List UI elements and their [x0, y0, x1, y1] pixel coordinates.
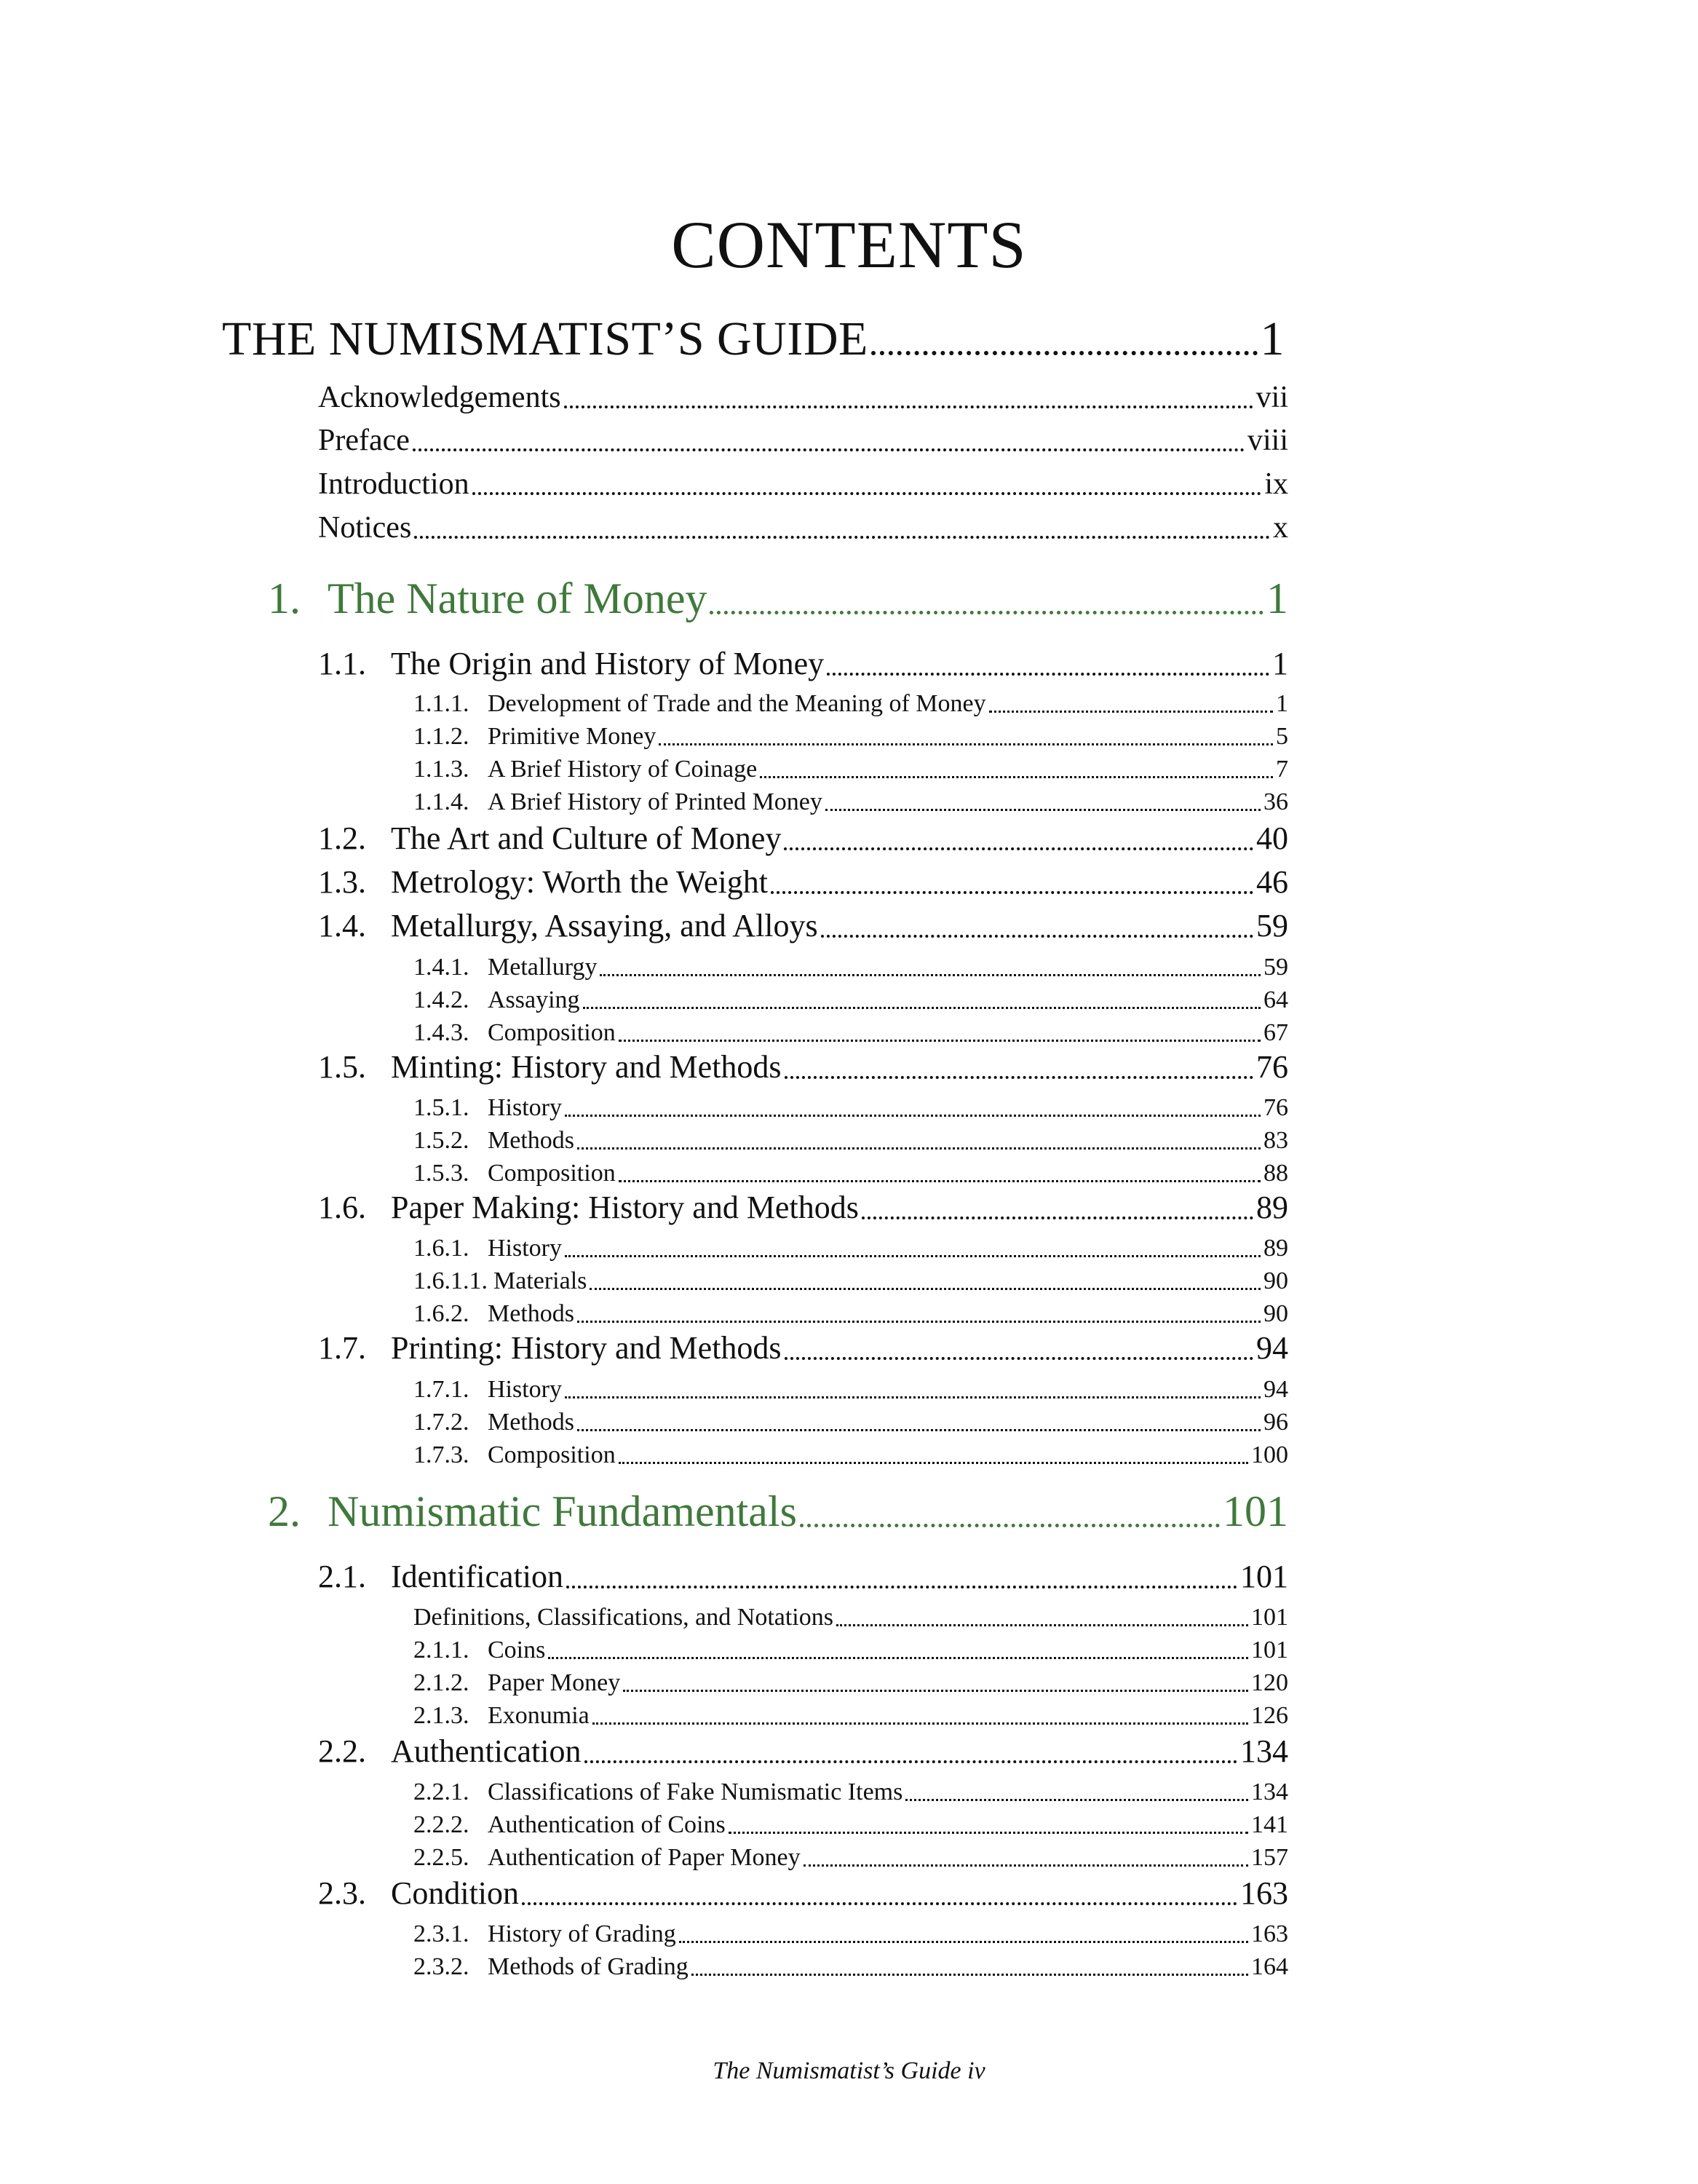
- entry-number: 2.2.2.: [413, 1811, 469, 1838]
- entry-page-number: 89: [1263, 1235, 1288, 1262]
- entry-number: 1.1.1.: [413, 690, 469, 717]
- dot-leader: [784, 820, 1253, 857]
- entry-number: 1.2.: [318, 820, 366, 856]
- toc-subsection-entry[interactable]: [413, 1441, 1288, 1469]
- entry-title: Identification: [391, 1559, 564, 1594]
- toc-subsection-entry[interactable]: [413, 1160, 1288, 1187]
- entry-title: Introduction: [318, 467, 469, 501]
- entry-number: 1.5.3.: [413, 1160, 469, 1187]
- dot-leader: [821, 907, 1253, 944]
- page-heading: CONTENTS: [671, 207, 1027, 282]
- entry-title: Preface: [318, 424, 410, 457]
- entry-number: 2.2.: [318, 1733, 366, 1769]
- entry-page-number: 163: [1240, 1875, 1288, 1911]
- dot-leader: [760, 756, 1273, 783]
- toc-section-entry[interactable]: [318, 863, 1288, 901]
- dot-leader: [804, 1844, 1248, 1872]
- entry-title: A Brief History of Coinage: [488, 756, 758, 783]
- entry-title: Materials: [493, 1267, 587, 1294]
- dot-leader: [989, 690, 1273, 718]
- toc-subsection-entry[interactable]: [413, 1702, 1288, 1730]
- toc-book-title[interactable]: [222, 312, 1285, 367]
- toc-section-entry[interactable]: [318, 1875, 1288, 1912]
- entry-number: 2.1.1.: [413, 1637, 469, 1663]
- entry-number: 1.: [268, 574, 301, 622]
- entry-page-number: x: [1273, 511, 1288, 545]
- dot-leader: [590, 1267, 1261, 1295]
- entry-title: Metallurgy, Assaying, and Alloys: [391, 908, 818, 943]
- entry-title: The Nature of Money: [328, 574, 707, 622]
- toc-subsection-entry[interactable]: [413, 1267, 1288, 1295]
- toc-section-entry[interactable]: [318, 645, 1288, 682]
- dot-leader: [566, 1558, 1237, 1595]
- entry-number: 2.1.2.: [413, 1669, 469, 1696]
- entry-number: 1.5.2.: [413, 1127, 469, 1154]
- entry-number: 2.2.1.: [413, 1779, 469, 1805]
- entry-page-number: 126: [1251, 1702, 1288, 1729]
- dot-leader: [771, 863, 1253, 901]
- entry-title: Paper Making: History and Methods: [391, 1190, 859, 1225]
- dot-leader: [577, 1300, 1261, 1328]
- entry-number: 1.7.: [318, 1330, 366, 1366]
- entry-number: 2.3.1.: [413, 1920, 469, 1947]
- entry-title: A Brief History of Printed Money: [488, 788, 822, 815]
- entry-page-number: 101: [1223, 1487, 1288, 1535]
- dot-leader: [825, 788, 1261, 816]
- entry-page-number: 5: [1276, 723, 1288, 750]
- dot-leader: [836, 1604, 1248, 1631]
- entry-title: History of Grading: [488, 1920, 676, 1947]
- dot-leader: [565, 1094, 1261, 1122]
- toc-subsection-entry[interactable]: [413, 1844, 1288, 1872]
- entry-title: Paper Money: [488, 1669, 621, 1696]
- entry-number: 1.1.3.: [413, 756, 469, 783]
- entry-title: Authentication of Paper Money: [488, 1844, 801, 1871]
- toc-subsection-entry[interactable]: [413, 1604, 1288, 1631]
- entry-number: 1.5.: [318, 1049, 366, 1085]
- entry-page-number: 94: [1256, 1330, 1288, 1366]
- entry-title: The Origin and History of Money: [391, 646, 825, 681]
- entry-page-number: 76: [1256, 1049, 1288, 1085]
- entry-page-number: 7: [1276, 756, 1288, 783]
- toc-front-matter-entry[interactable]: [318, 380, 1288, 415]
- entry-page-number: 1: [1260, 312, 1285, 365]
- entry-title: Exonumia: [488, 1702, 590, 1729]
- dot-leader: [413, 423, 1245, 458]
- toc-subsection-entry[interactable]: [413, 1376, 1288, 1404]
- dot-leader: [862, 1189, 1253, 1226]
- dot-leader: [584, 1733, 1238, 1770]
- toc-section-entry[interactable]: [318, 1733, 1288, 1770]
- entry-number: 2.2.5.: [413, 1844, 469, 1871]
- toc-subsection-entry[interactable]: [413, 1779, 1288, 1806]
- dot-leader: [600, 954, 1261, 981]
- entry-title: Definitions, Classifications, and Notations: [413, 1604, 833, 1631]
- entry-page-number: 89: [1256, 1190, 1288, 1225]
- dot-leader: [577, 1409, 1261, 1436]
- entry-title: Authentication of Coins: [488, 1811, 726, 1838]
- entry-page-number: vii: [1255, 381, 1288, 414]
- entry-page-number: 59: [1256, 908, 1288, 943]
- toc-subsection-entry[interactable]: [413, 723, 1288, 751]
- entry-page-number: 100: [1251, 1441, 1288, 1468]
- entry-number: 2.3.: [318, 1875, 366, 1911]
- entry-title: History: [488, 1376, 562, 1403]
- dot-leader: [785, 1329, 1253, 1366]
- entry-number: 2.: [268, 1487, 301, 1535]
- entry-page-number: 88: [1263, 1160, 1288, 1187]
- toc-front-matter-entry[interactable]: [318, 423, 1288, 458]
- entry-page-number: ix: [1264, 467, 1288, 501]
- entry-number: 1.4.: [318, 908, 366, 943]
- toc-subsection-entry[interactable]: [413, 1127, 1288, 1155]
- entry-number: 2.1.: [318, 1559, 366, 1594]
- dot-leader: [522, 1875, 1237, 1912]
- dot-leader: [729, 1811, 1248, 1839]
- entry-page-number: 90: [1263, 1300, 1288, 1327]
- entry-number: 1.6.2.: [413, 1300, 469, 1327]
- entry-page-number: 36: [1263, 788, 1288, 815]
- toc-section-entry[interactable]: [318, 1048, 1288, 1085]
- entry-page-number: 134: [1251, 1779, 1288, 1805]
- toc-section-entry[interactable]: [318, 820, 1288, 857]
- toc-chapter-entry[interactable]: [268, 1487, 1288, 1537]
- toc-subsection-entry[interactable]: [413, 1953, 1288, 1981]
- dot-leader: [623, 1669, 1248, 1697]
- entry-title: Coins: [488, 1637, 546, 1663]
- toc-subsection-entry[interactable]: [413, 1019, 1288, 1047]
- entry-page-number: 163: [1251, 1920, 1288, 1947]
- toc-chapter-entry[interactable]: [268, 574, 1288, 624]
- toc-subsection-entry[interactable]: [413, 1920, 1288, 1948]
- entry-page-number: 1: [1266, 574, 1288, 622]
- entry-title: The Art and Culture of Money: [391, 820, 782, 856]
- entry-page-number: 64: [1263, 986, 1288, 1013]
- entry-title: THE NUMISMATIST’S GUIDE: [222, 312, 868, 365]
- toc-subsection-entry[interactable]: [413, 1811, 1288, 1839]
- toc-section-entry[interactable]: [318, 907, 1288, 944]
- entry-number: 1.1.: [318, 646, 366, 681]
- entry-title: Minting: History and Methods: [391, 1049, 782, 1085]
- entry-page-number: viii: [1247, 424, 1288, 457]
- dot-leader: [564, 380, 1253, 415]
- dot-leader: [905, 1779, 1248, 1806]
- dot-leader: [565, 1376, 1261, 1404]
- entry-title: Methods: [488, 1127, 574, 1154]
- toc-subsection-entry[interactable]: [413, 986, 1288, 1014]
- entry-title: Authentication: [391, 1733, 582, 1769]
- entry-number: 1.6.1.1.: [413, 1267, 488, 1294]
- entry-number: 1.5.1.: [413, 1094, 469, 1121]
- entry-page-number: 1: [1276, 690, 1288, 717]
- entry-page-number: 90: [1263, 1267, 1288, 1294]
- entry-page-number: 46: [1256, 864, 1288, 900]
- entry-number: 1.7.1.: [413, 1376, 469, 1403]
- entry-title: Numismatic Fundamentals: [328, 1487, 797, 1535]
- entry-number: 1.3.: [318, 864, 366, 900]
- dot-leader: [827, 645, 1269, 682]
- entry-title: Metallurgy: [488, 954, 598, 981]
- dot-leader: [679, 1920, 1248, 1948]
- dot-leader: [548, 1637, 1248, 1664]
- entry-title: Composition: [488, 1441, 616, 1468]
- entry-title: Methods: [488, 1409, 574, 1436]
- entry-number: 1.4.2.: [413, 986, 469, 1013]
- entry-page-number: 96: [1263, 1409, 1288, 1436]
- toc-subsection-entry[interactable]: [413, 954, 1288, 981]
- entry-title: Primitive Money: [488, 723, 656, 750]
- entry-title: Condition: [391, 1875, 520, 1911]
- dot-leader: [619, 1019, 1261, 1047]
- toc-front-matter-entry[interactable]: [318, 467, 1288, 502]
- entry-page-number: 134: [1240, 1733, 1288, 1769]
- toc-subsection-entry[interactable]: [413, 1300, 1288, 1328]
- entry-page-number: 40: [1256, 820, 1288, 856]
- entry-page-number: 120: [1251, 1669, 1288, 1696]
- toc-front-matter-entry[interactable]: [318, 510, 1288, 545]
- toc-section-entry[interactable]: [318, 1558, 1288, 1595]
- page-footer: The Numismatist’s Guide iv: [713, 2057, 985, 2084]
- dot-leader: [619, 1441, 1248, 1469]
- toc-subsection-entry[interactable]: [413, 1637, 1288, 1664]
- toc-section-entry[interactable]: [318, 1189, 1288, 1226]
- dot-leader: [659, 723, 1273, 751]
- entry-title: History: [488, 1235, 562, 1262]
- entry-page-number: 141: [1251, 1811, 1288, 1838]
- entry-title: Composition: [488, 1019, 616, 1046]
- dot-leader: [577, 1127, 1261, 1155]
- entry-number: 1.6.1.: [413, 1235, 469, 1262]
- toc-subsection-entry[interactable]: [413, 788, 1288, 816]
- dot-leader: [800, 1487, 1220, 1537]
- dot-leader: [583, 986, 1261, 1014]
- entry-title: Notices: [318, 511, 412, 545]
- entry-title: Methods: [488, 1300, 574, 1327]
- entry-page-number: 59: [1263, 954, 1288, 981]
- dot-leader: [565, 1235, 1261, 1262]
- toc-subsection-entry[interactable]: [413, 1235, 1288, 1262]
- entry-number: 1.1.4.: [413, 788, 469, 815]
- entry-number: 1.1.2.: [413, 723, 469, 750]
- toc-subsection-entry[interactable]: [413, 1094, 1288, 1122]
- entry-page-number: 76: [1263, 1094, 1288, 1121]
- entry-number: 1.4.1.: [413, 954, 469, 981]
- entry-title: Development of Trade and the Meaning of Money: [488, 690, 986, 717]
- entry-page-number: 83: [1263, 1127, 1288, 1154]
- entry-title: Classifications of Fake Numismatic Items: [488, 1779, 903, 1805]
- toc-subsection-entry[interactable]: [413, 1669, 1288, 1697]
- entry-title: Assaying: [488, 986, 580, 1013]
- entry-page-number: 101: [1251, 1637, 1288, 1663]
- toc-subsection-entry[interactable]: [413, 690, 1288, 718]
- dot-leader: [472, 467, 1262, 502]
- entry-title: Metrology: Worth the Weight: [391, 864, 769, 900]
- entry-page-number: 67: [1263, 1019, 1288, 1046]
- entry-page-number: 157: [1251, 1844, 1288, 1871]
- entry-number: 1.4.3.: [413, 1019, 469, 1046]
- toc-subsection-entry[interactable]: [413, 756, 1288, 783]
- dot-leader: [871, 312, 1258, 367]
- entry-number: 1.6.: [318, 1190, 366, 1225]
- entry-title: Acknowledgements: [318, 381, 561, 414]
- entry-number: 1.7.2.: [413, 1409, 469, 1436]
- entry-title: Composition: [488, 1160, 616, 1187]
- dot-leader: [691, 1953, 1248, 1981]
- dot-leader: [592, 1702, 1248, 1730]
- entry-page-number: 1: [1272, 646, 1288, 681]
- entry-page-number: 101: [1251, 1604, 1288, 1631]
- dot-leader: [414, 510, 1270, 545]
- entry-page-number: 101: [1240, 1559, 1288, 1594]
- entry-number: 2.3.2.: [413, 1953, 469, 1980]
- toc-subsection-entry[interactable]: [413, 1409, 1288, 1436]
- entry-page-number: 164: [1251, 1953, 1288, 1980]
- entry-title: Methods of Grading: [488, 1953, 689, 1980]
- entry-title: History: [488, 1094, 562, 1121]
- entry-title: Printing: History and Methods: [391, 1330, 782, 1366]
- dot-leader: [785, 1048, 1253, 1085]
- toc-section-entry[interactable]: [318, 1329, 1288, 1366]
- entry-number: 2.1.3.: [413, 1702, 469, 1729]
- entry-page-number: 94: [1263, 1376, 1288, 1403]
- dot-leader: [619, 1160, 1261, 1187]
- dot-leader: [710, 574, 1263, 624]
- entry-number: 1.7.3.: [413, 1441, 469, 1468]
